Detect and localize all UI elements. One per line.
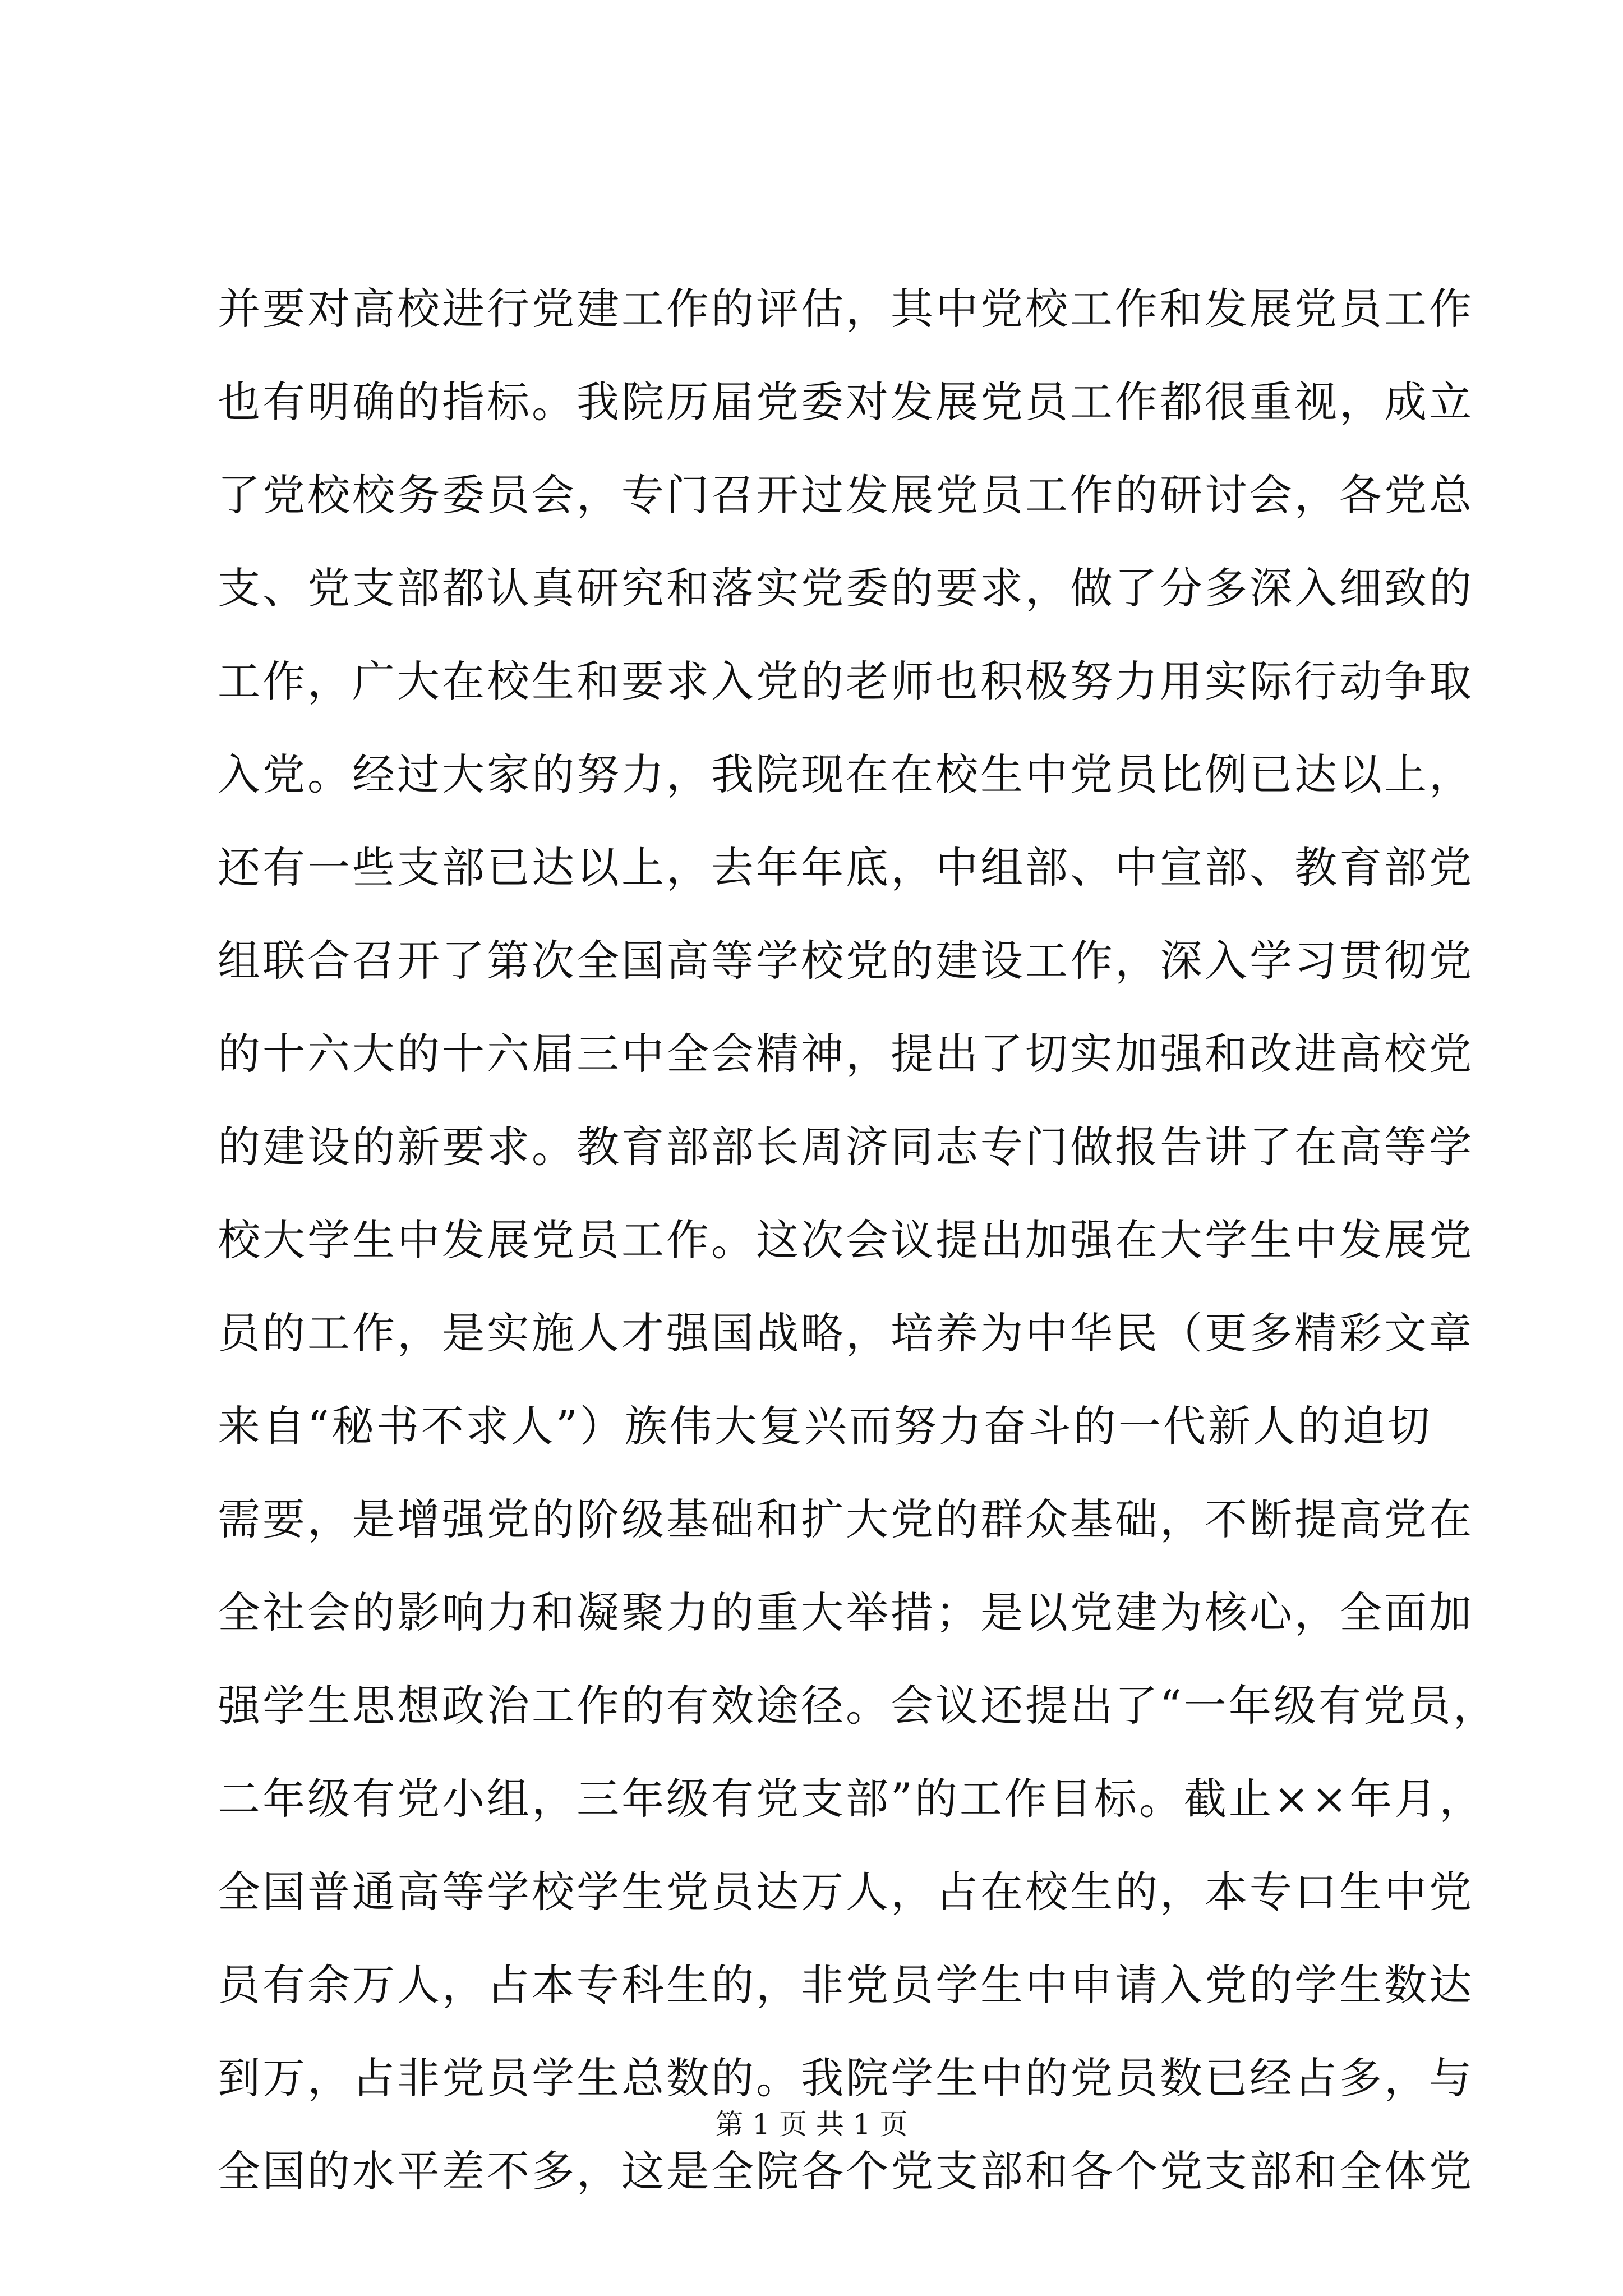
text-line: 了党校校务委员会，专门召开过发展党员工作的研讨会，各党总: [218, 470, 1474, 520]
text-line: 全国普通高等学校学生党员达万人，占在校生的，本专口生中党: [218, 1867, 1474, 1917]
text-line: 校大学生中发展党员工作。这次会议提出加强在大学生中发展党: [218, 1215, 1474, 1265]
text-line: 到万，占非党员学生总数的。我院学生中的党员数已经占多，与: [218, 2053, 1474, 2103]
text-line: 来自“秘书不求人”）族伟大复兴而努力奋斗的一代新人的迫切: [218, 1401, 1432, 1451]
text-line: 支、党支部都认真研究和落实党委的要求，做了分多深入细致的: [218, 563, 1474, 613]
text-line: 入党。经过大家的努力，我院现在在校生中党员比例已达以上，: [218, 749, 1474, 799]
text-line: 的建设的新要求。教育部部长周济同志专门做报告讲了在高等学: [218, 1122, 1474, 1172]
text-line: 并要对高校进行党建工作的评估，其中党校工作和发展党员工作: [218, 284, 1474, 334]
text-line: 员的工作，是实施人才强国战略，培养为中华民（更多精彩文章: [218, 1308, 1474, 1358]
body-text: [218, 263, 1498, 2218]
text-line: 还有一些支部已达以上，去年年底，中组部、中宣部、教育部党: [218, 843, 1474, 892]
text-line: 员有余万人，占本专科生的，非党员学生中申请入党的学生数达: [218, 1960, 1474, 2010]
text-line: 二年级有党小组，三年级有党支部”的工作目标。截止××年月，: [218, 1774, 1484, 1824]
text-line: 工作，广大在校生和要求入党的老师也积极努力用实际行动争取: [218, 656, 1474, 706]
text-line: 组联合召开了第次全国高等学校党的建设工作，深入学习贯彻党: [218, 936, 1474, 986]
page-footer: 第 1 页 共 1 页: [715, 2108, 908, 2141]
text-line: 全社会的影响力和凝聚力的重大举措；是以党建为核心，全面加: [218, 1588, 1474, 1637]
text-line: 需要，是增强党的阶级基础和扩大党的群众基础，不断提高党在: [218, 1494, 1474, 1544]
text-line: 的十六大的十六届三中全会精神，提出了切实加强和改进高校党: [218, 1029, 1474, 1079]
text-line: 也有明确的指标。我院历届党委对发展党员工作都很重视，成立: [218, 377, 1474, 427]
text-line: 强学生思想政治工作的有效途径。会议还提出了“一年级有党员，: [218, 1681, 1498, 1731]
text-line: 全国的水平差不多，这是全院各个党支部和各个党支部和全体党: [218, 2146, 1474, 2196]
